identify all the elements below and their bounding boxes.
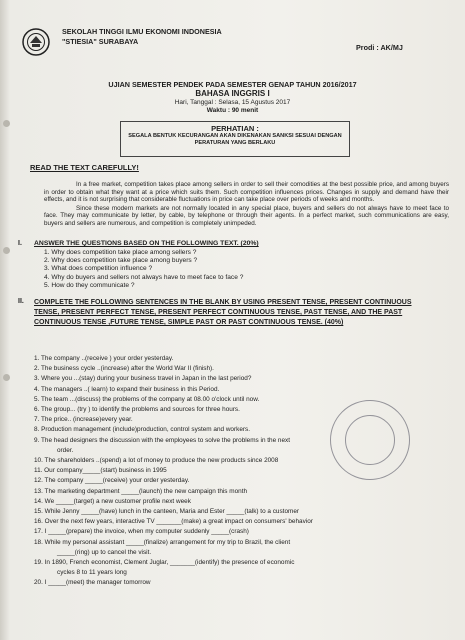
sentence-item: 13. The marketing department _____(launch) the new campaign this month	[34, 487, 248, 495]
question-item: 3. What does competition influence ?	[44, 265, 153, 273]
stiesia-logo-icon	[22, 28, 50, 56]
institution-city: "STIESIA" SURABAYA	[62, 37, 139, 46]
section-number: II.	[18, 298, 24, 305]
sentence-item: 14. We _____(target) a new customer profile next week	[34, 497, 191, 505]
sentence-item: 10. The shareholders ..(spend) a lot of money to produce the new products since 2008	[34, 457, 279, 465]
section-heading: COMPLETE THE FOLLOWING SENTENCES IN THE BLANK BY USING PRESENT TENSE, PRESENT CONTINUOUS TENSE, PRESENT PERFECT TENSE, PRESENT PERFECT CONTINUOUS TENSE, PAST TENSE, AND THE PAST CONTINUOUS TENSE ,FUTURE TENSE, SIMPLE PAST OR PAST CONTINUOUS TENSE. (40%)	[34, 299, 412, 326]
sentence-continuation: _____(ring) up to cancel the visit.	[57, 548, 152, 556]
sentence-item: 1. The company ..(receive ) your order yesterday.	[34, 355, 174, 362]
sentence-item: 2. The business cycle ..(increase) after the World War II (finish).	[34, 365, 214, 373]
sentence-item: 9. The head designers the discussion with the employees to solve the problems in the next	[34, 436, 291, 444]
sentence-item: 8. Production management (include)production, control system and workers.	[34, 426, 250, 434]
sentence-item: 16. Over the next few years, interactive TV _______(make) a great impact on consumers' behavior	[34, 518, 313, 526]
section-heading: ANSWER THE QUESTIONS BASED ON THE FOLLOWING TEXT. (20%)	[34, 240, 259, 247]
reading-heading: READ THE TEXT CAREFULLY!	[30, 163, 139, 172]
sentence-item: 12. The company _____(receive) your order yesterday.	[34, 477, 190, 485]
sentence-item: 20. I _____(meet) the manager tomorrow	[34, 579, 151, 587]
sentence-item: 4. The managers ..( learn) to expand their business in this Period.	[34, 385, 220, 393]
sentence-item: 17. I _____(prepare) the invoice, when my computer suddenly _____(crash)	[34, 528, 249, 536]
reading-passage	[44, 181, 449, 229]
punch-hole	[3, 120, 10, 127]
sentence-item: 18. While my personal assistant _____(finalize) arrangement for my trip to Brazil, the client	[34, 538, 291, 546]
notice-box	[120, 121, 350, 157]
sentence-item: 6. The group... (try ) to identify the problems and sources for three hours.	[34, 406, 240, 414]
exam-date: Hari, Tanggal : Selasa, 15 Agustus 2017	[174, 99, 291, 106]
punch-hole	[3, 374, 10, 381]
question-item: 2. Why does competition take place among buyers ?	[44, 257, 198, 265]
question-item: 4. Why do buyers and sellers not always have to meet face to face ?	[44, 273, 244, 281]
exam-subject: BAHASA INGGRIS I	[195, 89, 270, 98]
question-item: 5. How do they communicate ?	[44, 281, 135, 289]
reading-paragraph: Since these modern markets are not normally located in any special place, buyers and sellers do not always have to meet face to face. They may communicate by letter, by cable, by telephone or through their agents. In a perfect market, such communications are easy, buyers and sellers are numerous, and competition is completely unimpeded.	[44, 204, 449, 227]
exam-title: UJIAN SEMESTER PENDEK PADA SEMESTER GENAP TAHUN 2016/2017	[108, 80, 357, 89]
institution-name: SEKOLAH TINGGI ILMU EKONOMI INDONESIA	[62, 27, 222, 36]
exam-duration: Waktu : 90 menit	[206, 107, 259, 114]
section-number: I.	[18, 240, 22, 247]
sentence-continuation: order.	[57, 446, 74, 454]
sentence-item: 5. The team ...(discuss) the problems of the company at 08.00 o'clock until now.	[34, 395, 260, 403]
prodi-label: Prodi : AK/MJ	[356, 43, 403, 52]
sentence-list	[34, 354, 454, 589]
sentence-item: 11. Our company_____(start) business in 1995	[34, 467, 167, 475]
notice-body: SEGALA BENTUK KECURANGAN AKAN DIKENAKAN SANKSI SESUAI DENGAN PERATURAN YANG BERLAKU	[128, 133, 342, 146]
punch-holes	[3, 120, 13, 501]
sentence-item: 19. In 1890, French economist, Clement Juglar, _______(identify) the presence of economic	[34, 559, 295, 567]
sentence-item: 15. While Jenny _____(have) lunch in the canteen, Maria and Ester _____(talk) to a customer	[34, 508, 300, 516]
question-item: 1. Why does competition take place among sellers ?	[44, 249, 197, 256]
sentence-continuation: cycles 8 to 11 years long	[57, 569, 127, 577]
sentence-item: 3. Where you ...(stay) during your business travel in Japan in the last period?	[34, 375, 252, 383]
notice-heading: PERHATIAN :	[211, 124, 259, 133]
punch-hole	[3, 247, 10, 254]
reading-paragraph: In a free market, competition takes place among sellers in order to sell their comodities at the best possible price, and among buyers in order to obtain what they want at a price which suits them. Such competition influences prices. Changes in supply and demand have their effects, and it is not surprising that considerable fluctuations in price can take place over periods of weeks and months.	[44, 181, 449, 204]
question-list	[44, 249, 424, 290]
sentence-item: 7. The price.. (increase)every year.	[34, 416, 133, 424]
institution-block	[62, 27, 222, 47]
